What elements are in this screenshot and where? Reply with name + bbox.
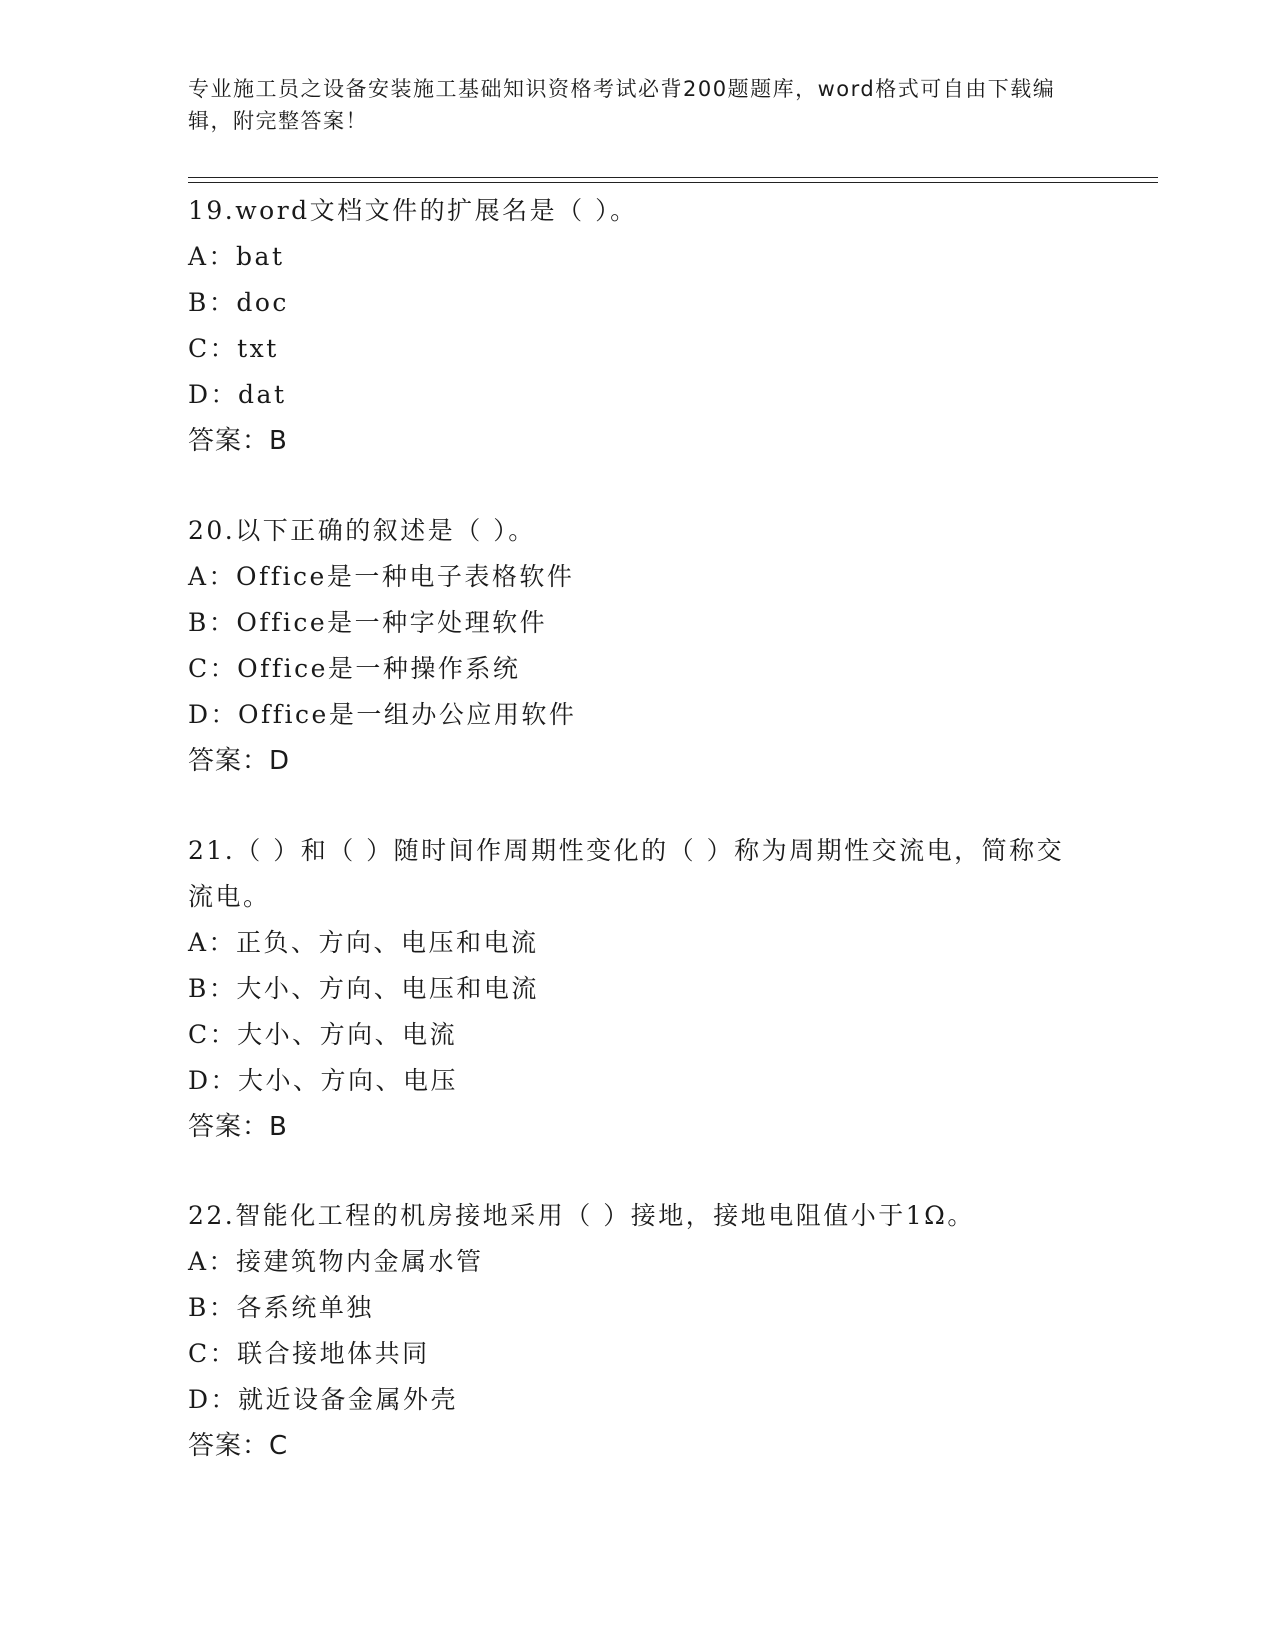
answer-text: 答案：D (188, 746, 291, 776)
question-stem: 19.word文档文件的扩展名是（ ）。 (188, 196, 638, 225)
question-stem: 22.智能化工程的机房接地采用（ ）接地，接地电阻值小于1Ω。 (188, 1201, 975, 1230)
question-22 (188, 1193, 1088, 1469)
option-c: C：Office是一种操作系统 (188, 654, 521, 683)
document-header (188, 73, 1068, 137)
question-stem: 21.（ ）和（ ）随时间作周期性变化的（ ）称为周期性交流电，简称交流电。 (188, 836, 1065, 911)
option-a: A：接建筑物内金属水管 (188, 1247, 484, 1276)
header-divider-top (188, 177, 1158, 178)
question-19 (188, 188, 1088, 464)
option-c: C：txt (188, 334, 279, 363)
option-a: A：bat (188, 242, 285, 271)
answer-text: 答案：B (188, 1112, 288, 1142)
option-d: D：dat (188, 380, 287, 409)
option-a: A：正负、方向、电压和电流 (188, 928, 539, 957)
question-20 (188, 508, 1088, 784)
option-d: D：Office是一组办公应用软件 (188, 700, 577, 729)
question-stem: 20.以下正确的叙述是（ ）。 (188, 516, 536, 545)
answer-text: 答案：C (188, 1431, 289, 1461)
option-a: A：Office是一种电子表格软件 (188, 562, 575, 591)
option-b: B：Office是一种字处理软件 (188, 608, 548, 637)
option-d: D：大小、方向、电压 (188, 1066, 459, 1095)
option-b: B：大小、方向、电压和电流 (188, 974, 539, 1003)
question-21 (188, 828, 1088, 1150)
option-d: D：就近设备金属外壳 (188, 1385, 459, 1414)
option-b: B：各系统单独 (188, 1293, 374, 1322)
option-c: C：大小、方向、电流 (188, 1020, 458, 1049)
header-divider-bottom (188, 182, 1158, 183)
option-c: C：联合接地体共同 (188, 1339, 430, 1368)
option-b: B：doc (188, 288, 289, 317)
answer-text: 答案：B (188, 426, 288, 456)
header-intro-text: 专业施工员之设备安装施工基础知识资格考试必背200题题库，word格式可自由下载编辑，附完整答案！ (188, 77, 1056, 133)
